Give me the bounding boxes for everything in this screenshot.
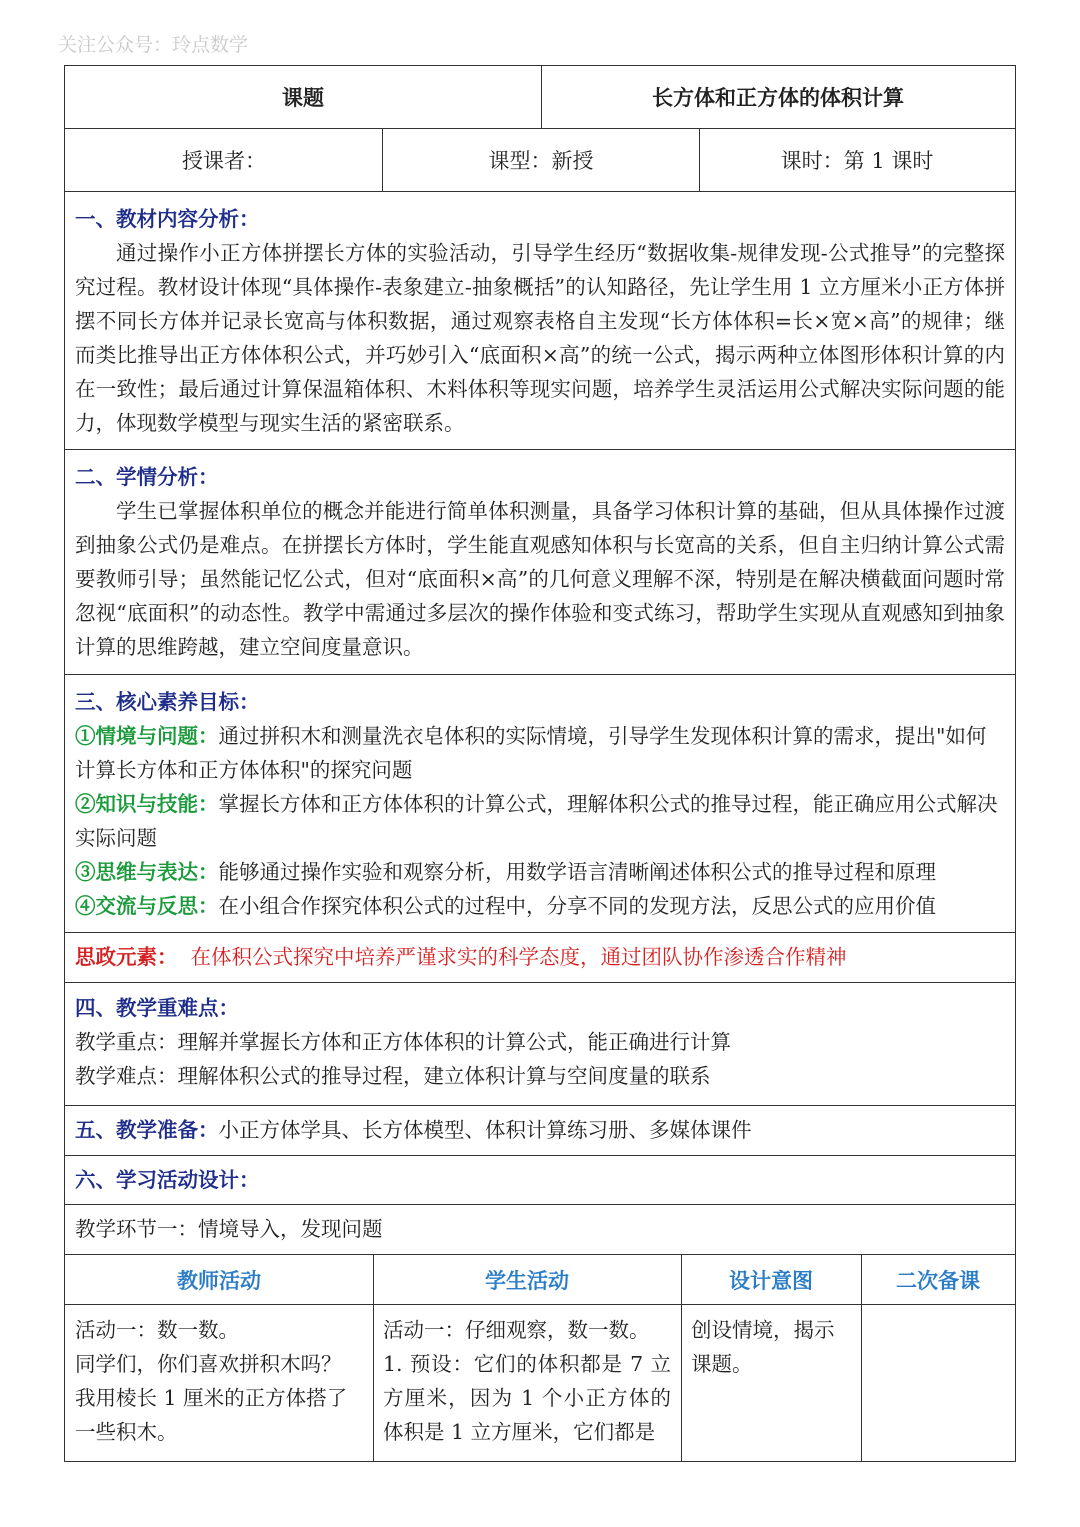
section-textbook-analysis bbox=[64, 192, 1016, 450]
section-sizheng bbox=[64, 933, 1016, 983]
header-student: 学生活动 bbox=[485, 1267, 569, 1293]
goal-label: ④交流与反思： bbox=[75, 894, 219, 918]
goal-text: 在小组合作探究体积公式的过程中，分享不同的发现方法，反思公式的应用价值 bbox=[218, 894, 936, 918]
goal-item bbox=[75, 719, 1005, 787]
section-key-difficult bbox=[64, 983, 1016, 1106]
intent-text: 创设情境，揭示课题。 bbox=[691, 1318, 835, 1376]
teacher-label: 授课者： bbox=[182, 149, 266, 173]
section-5-title: 五、教学准备： bbox=[75, 1118, 219, 1142]
goal-label: ②知识与技能： bbox=[75, 792, 219, 816]
lesson-period: 课时：第 1 课时 bbox=[780, 149, 934, 173]
stage-row bbox=[64, 1205, 1016, 1255]
sizheng-label: 思政元素： bbox=[75, 945, 178, 969]
goal-text: 掌握长方体和正方体体积的计算公式，理解体积公式的推导过程，能正确应用公式解决实际问题 bbox=[75, 792, 998, 850]
student-activity-cell bbox=[373, 1305, 681, 1449]
header-teacher: 教师活动 bbox=[177, 1267, 261, 1293]
section-core-goals bbox=[64, 675, 1016, 933]
stage-1-title: 教学环节一：情境导入，发现问题 bbox=[75, 1217, 383, 1241]
activity-body-row bbox=[64, 1305, 1016, 1462]
topic-row bbox=[64, 65, 1016, 129]
key-point: 教学重点：理解并掌握长方体和正方体体积的计算公式，能正确进行计算 bbox=[75, 1030, 731, 1054]
watermark: 关注公众号：玲点数学 bbox=[58, 34, 249, 56]
lesson-type: 课型：新授 bbox=[488, 149, 594, 173]
meta-row bbox=[64, 129, 1016, 192]
section-2-title: 二、学情分析： bbox=[75, 465, 219, 489]
header-intent: 设计意图 bbox=[729, 1267, 813, 1293]
topic-value: 长方体和正方体的体积计算 bbox=[652, 85, 904, 110]
goal-text: 通过拼积木和测量洗衣皂体积的实际情境，引导学生发现体积计算的需求，提出"如何计算长方体和正方体体积"的探究问题 bbox=[75, 724, 987, 782]
design-intent-cell bbox=[681, 1305, 861, 1381]
section-student-analysis bbox=[64, 450, 1016, 675]
section-2-body: 学生已掌握体积单位的概念并能进行简单体积测量，具备学习体积计算的基础，但从具体操作过渡到抽象公式仍是难点。在拼摆长方体时，学生能直观感知体积与长宽高的关系，但自主归纳计算公式需要教师引导；虽然能记忆公式，但对“底面积×高”的几何意义理解不深，特别是在解决横截面问题时常忽视“底面积”的动态性。教学中需通过多层次的操作体验和变式练习，帮助学生实现从直观感知到抽象计算的思维跨越，建立空间度量意识。 bbox=[75, 499, 1005, 659]
teacher-line: 活动一：数一数。 bbox=[75, 1318, 239, 1342]
topic-label: 课题 bbox=[282, 85, 324, 110]
goal-item bbox=[75, 889, 1005, 923]
student-line: 活动一：仔细观察，数一数。 bbox=[383, 1318, 650, 1342]
section-activity-design bbox=[64, 1156, 1016, 1205]
student-line: 1. 预设：它们的体积都是 7 立方厘米，因为 1 个小正方体的体积是 1 立方厘米，它们都是 bbox=[383, 1352, 671, 1444]
teacher-activity-cell bbox=[65, 1305, 373, 1449]
difficult-point: 教学难点：理解体积公式的推导过程，建立体积计算与空间度量的联系 bbox=[75, 1064, 711, 1088]
sizheng-text: 在体积公式探究中培养严谨求实的科学态度，通过团队协作渗透合作精神 bbox=[190, 945, 847, 969]
section-3-title: 三、核心素养目标： bbox=[75, 690, 260, 714]
section-4-title: 四、教学重难点： bbox=[75, 996, 239, 1020]
preparation-text: 小正方体学具、长方体模型、体积计算练习册、多媒体课件 bbox=[218, 1118, 752, 1142]
goal-item bbox=[75, 855, 1005, 889]
teacher-line: 同学们，你们喜欢拼积木吗？ bbox=[75, 1352, 342, 1376]
goal-text: 能够通过操作实验和观察分析，用数学语言清晰阐述体积公式的推导过程和原理 bbox=[218, 860, 936, 884]
goal-item bbox=[75, 787, 1005, 855]
section-1-title: 一、教材内容分析： bbox=[75, 207, 260, 231]
goal-label: ①情境与问题： bbox=[75, 724, 219, 748]
header-second: 二次备课 bbox=[896, 1267, 980, 1293]
section-1-body: 通过操作小正方体拼摆长方体的实验活动，引导学生经历“数据收集-规律发现-公式推导”的完整探究过程。教材设计体现“具体操作-表象建立-抽象概括”的认知路径，先让学生用 1 立方厘米小正方体拼摆不同长方体并记录长宽高与体积数据，通过观察表格自主发现“长方体体积=长×宽×高”的规律；继而类比推导出正方体体积公式，并巧妙引入“底面积×高”的统一公式，揭示两种立体图形体积计算的内在一致性；最后通过计算保温箱体积、木料体积等现实问题，培养学生灵活运用公式解决实际问题的能力，体现数学模型与现实生活的紧密联系。 bbox=[75, 241, 1005, 435]
teacher-line: 我用棱长 1 厘米的正方体搭了一些积木。 bbox=[75, 1386, 348, 1444]
goal-label: ③思维与表达： bbox=[75, 860, 219, 884]
section-preparation bbox=[64, 1106, 1016, 1156]
section-6-title: 六、学习活动设计： bbox=[75, 1168, 260, 1192]
activity-header-row bbox=[64, 1255, 1016, 1305]
